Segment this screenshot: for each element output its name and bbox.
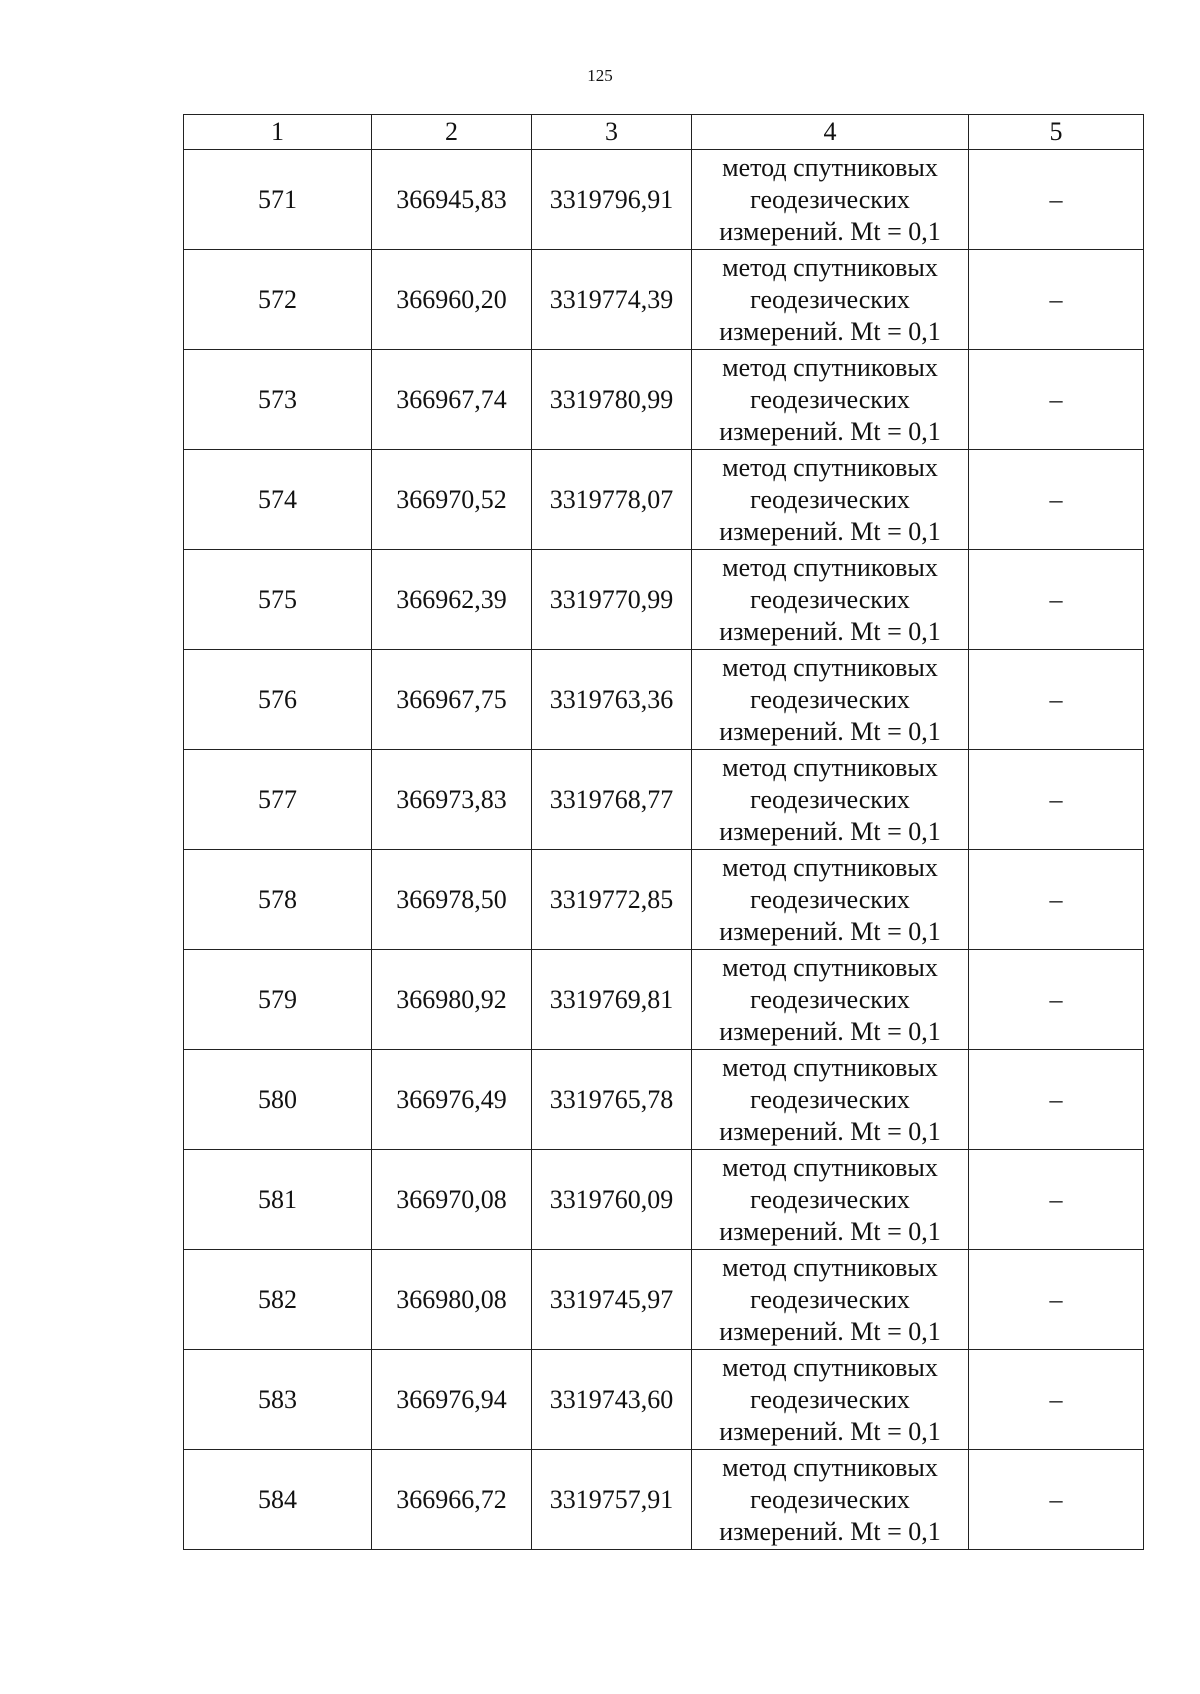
point-number-cell: 572 (184, 250, 372, 350)
method-line: геодезических (750, 1384, 910, 1414)
method-line: метод спутниковых (722, 452, 938, 482)
method-line: геодезических (750, 1484, 910, 1514)
y-coordinate-cell: 3319743,60 (532, 1350, 692, 1450)
method-line: метод спутниковых (722, 1052, 938, 1082)
method-line: измерений. Mt = 0,1 (719, 1116, 941, 1146)
method-line: геодезических (750, 584, 910, 614)
note-cell: – (969, 850, 1144, 950)
x-coordinate-cell: 366945,83 (372, 150, 532, 250)
point-number-cell: 579 (184, 950, 372, 1050)
x-coordinate-cell: 366980,92 (372, 950, 532, 1050)
table-body (184, 150, 1144, 1550)
point-number-cell: 571 (184, 150, 372, 250)
note-cell: – (969, 550, 1144, 650)
method-line: измерений. Mt = 0,1 (719, 1416, 941, 1446)
table-row (184, 1150, 1144, 1250)
coordinates-table (183, 114, 1144, 1550)
y-coordinate-cell: 3319745,97 (532, 1250, 692, 1350)
method-line: геодезических (750, 184, 910, 214)
x-coordinate-cell: 366967,75 (372, 650, 532, 750)
note-cell: – (969, 350, 1144, 450)
x-coordinate-cell: 366976,49 (372, 1050, 532, 1150)
point-number-cell: 578 (184, 850, 372, 950)
table-row (184, 250, 1144, 350)
method-cell (692, 1250, 969, 1350)
method-line: метод спутниковых (722, 1452, 938, 1482)
method-cell (692, 250, 969, 350)
table-row (184, 450, 1144, 550)
page-number: 125 (587, 66, 613, 85)
table-header (184, 115, 1144, 150)
header-col-4: 4 (692, 115, 969, 150)
method-line: метод спутниковых (722, 652, 938, 682)
y-coordinate-cell: 3319769,81 (532, 950, 692, 1050)
table-row (184, 1450, 1144, 1550)
method-line: метод спутниковых (722, 852, 938, 882)
method-line: измерений. Mt = 0,1 (719, 816, 941, 846)
method-cell (692, 950, 969, 1050)
method-line: геодезических (750, 784, 910, 814)
note-cell: – (969, 1350, 1144, 1450)
method-cell (692, 650, 969, 750)
note-cell: – (969, 950, 1144, 1050)
method-line: измерений. Mt = 0,1 (719, 416, 941, 446)
note-cell: – (969, 450, 1144, 550)
method-line: измерений. Mt = 0,1 (719, 716, 941, 746)
method-line: геодезических (750, 1284, 910, 1314)
method-line: измерений. Mt = 0,1 (719, 216, 941, 246)
method-cell (692, 750, 969, 850)
point-number-cell: 584 (184, 1450, 372, 1550)
method-line: метод спутниковых (722, 1152, 938, 1182)
method-line: измерений. Mt = 0,1 (719, 916, 941, 946)
method-cell (692, 1450, 969, 1550)
method-line: метод спутниковых (722, 1352, 938, 1382)
note-cell: – (969, 750, 1144, 850)
method-line: измерений. Mt = 0,1 (719, 516, 941, 546)
x-coordinate-cell: 366960,20 (372, 250, 532, 350)
y-coordinate-cell: 3319770,99 (532, 550, 692, 650)
y-coordinate-cell: 3319778,07 (532, 450, 692, 550)
x-coordinate-cell: 366970,52 (372, 450, 532, 550)
x-coordinate-cell: 366970,08 (372, 1150, 532, 1250)
method-line: геодезических (750, 1184, 910, 1214)
method-line: метод спутниковых (722, 152, 938, 182)
y-coordinate-cell: 3319774,39 (532, 250, 692, 350)
y-coordinate-cell: 3319772,85 (532, 850, 692, 950)
method-cell (692, 1150, 969, 1250)
table-row (184, 150, 1144, 250)
method-line: метод спутниковых (722, 252, 938, 282)
x-coordinate-cell: 366980,08 (372, 1250, 532, 1350)
method-line: измерений. Mt = 0,1 (719, 316, 941, 346)
table-row (184, 1250, 1144, 1350)
method-line: геодезических (750, 1084, 910, 1114)
table-row (184, 350, 1144, 450)
method-line: метод спутниковых (722, 552, 938, 582)
table-row (184, 1350, 1144, 1450)
method-line: геодезических (750, 884, 910, 914)
method-cell (692, 450, 969, 550)
method-cell (692, 1050, 969, 1150)
note-cell: – (969, 1150, 1144, 1250)
y-coordinate-cell: 3319780,99 (532, 350, 692, 450)
header-col-2: 2 (372, 115, 532, 150)
table-row (184, 750, 1144, 850)
note-cell: – (969, 1050, 1144, 1150)
note-cell: – (969, 250, 1144, 350)
x-coordinate-cell: 366973,83 (372, 750, 532, 850)
point-number-cell: 573 (184, 350, 372, 450)
method-line: метод спутниковых (722, 352, 938, 382)
method-line: измерений. Mt = 0,1 (719, 1216, 941, 1246)
y-coordinate-cell: 3319763,36 (532, 650, 692, 750)
method-line: геодезических (750, 684, 910, 714)
y-coordinate-cell: 3319796,91 (532, 150, 692, 250)
table-row (184, 1050, 1144, 1150)
x-coordinate-cell: 366978,50 (372, 850, 532, 950)
method-line: метод спутниковых (722, 952, 938, 982)
table-row (184, 650, 1144, 750)
y-coordinate-cell: 3319760,09 (532, 1150, 692, 1250)
x-coordinate-cell: 366976,94 (372, 1350, 532, 1450)
y-coordinate-cell: 3319765,78 (532, 1050, 692, 1150)
header-row (184, 115, 1144, 150)
x-coordinate-cell: 366967,74 (372, 350, 532, 450)
method-line: измерений. Mt = 0,1 (719, 1016, 941, 1046)
y-coordinate-cell: 3319768,77 (532, 750, 692, 850)
method-cell (692, 150, 969, 250)
point-number-cell: 580 (184, 1050, 372, 1150)
header-col-1: 1 (184, 115, 372, 150)
method-line: измерений. Mt = 0,1 (719, 1316, 941, 1346)
method-line: измерений. Mt = 0,1 (719, 616, 941, 646)
header-col-5: 5 (969, 115, 1144, 150)
point-number-cell: 576 (184, 650, 372, 750)
x-coordinate-cell: 366966,72 (372, 1450, 532, 1550)
table-row (184, 550, 1144, 650)
point-number-cell: 575 (184, 550, 372, 650)
method-line: геодезических (750, 984, 910, 1014)
header-col-3: 3 (532, 115, 692, 150)
table-row (184, 850, 1144, 950)
method-cell (692, 850, 969, 950)
method-line: метод спутниковых (722, 752, 938, 782)
method-cell (692, 350, 969, 450)
x-coordinate-cell: 366962,39 (372, 550, 532, 650)
method-cell (692, 1350, 969, 1450)
method-line: геодезических (750, 484, 910, 514)
method-cell (692, 550, 969, 650)
note-cell: – (969, 650, 1144, 750)
note-cell: – (969, 1250, 1144, 1350)
method-line: метод спутниковых (722, 1252, 938, 1282)
method-line: геодезических (750, 284, 910, 314)
method-line: измерений. Mt = 0,1 (719, 1516, 941, 1546)
note-cell: – (969, 1450, 1144, 1550)
table-row (184, 950, 1144, 1050)
point-number-cell: 581 (184, 1150, 372, 1250)
point-number-cell: 583 (184, 1350, 372, 1450)
method-line: геодезических (750, 384, 910, 414)
point-number-cell: 582 (184, 1250, 372, 1350)
point-number-cell: 574 (184, 450, 372, 550)
point-number-cell: 577 (184, 750, 372, 850)
y-coordinate-cell: 3319757,91 (532, 1450, 692, 1550)
note-cell: – (969, 150, 1144, 250)
